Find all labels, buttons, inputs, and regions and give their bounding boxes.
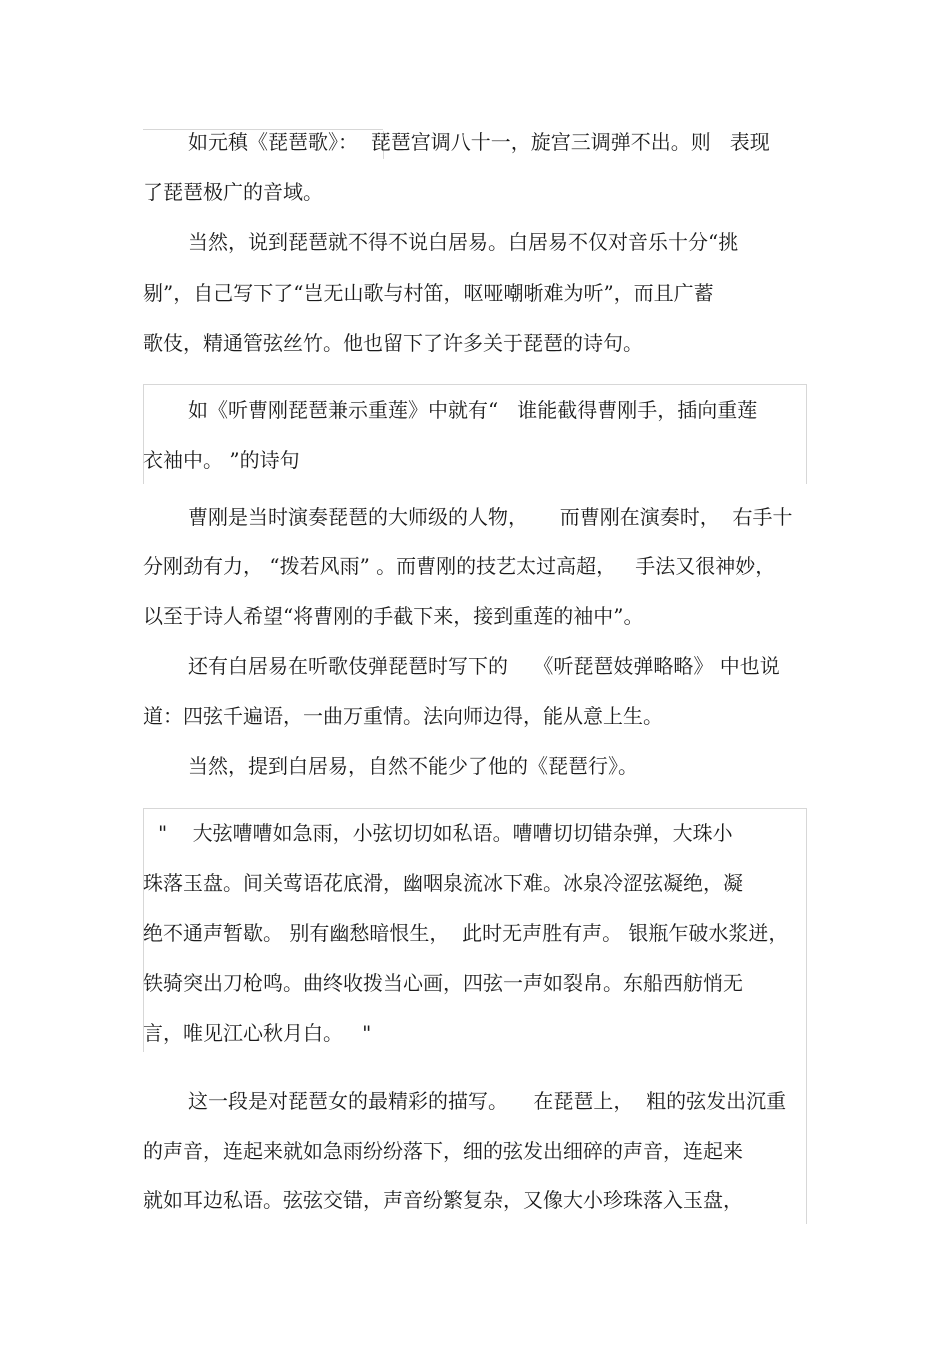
frame-rule bbox=[806, 808, 807, 1224]
text-line: 道：四弦千遍语，一曲万重情。法向师边得，能从意上生。 bbox=[143, 704, 663, 728]
text-line: 如《听曹刚琵琶兼示重莲》中就有“ 谁能截得曹刚手，插向重莲 bbox=[188, 398, 758, 422]
text-line: 这一段是对琵琶女的最精彩的描写。 在琵琶上， 粗的弦发出沉重 bbox=[188, 1089, 787, 1113]
text-line: 分刚劲有力， “拨若风雨” 。而曹刚的技艺太过高超， 手法又很神妙， bbox=[143, 554, 776, 578]
text-line: 就如耳边私语。弦弦交错，声音纷繁复杂，又像大小珍珠落入玉盘， bbox=[143, 1188, 743, 1212]
text-line: 以至于诗人希望“将曹刚的手截下来，接到重莲的袖中”。 bbox=[143, 604, 644, 628]
frame-rule bbox=[143, 808, 807, 809]
frame-rule bbox=[806, 384, 807, 484]
text-line: 如元稹《琵琶歌》： 琵琶宫调八十一，旋宫三调弹不出。则 表现 bbox=[188, 130, 770, 154]
text-line: 的声音，连起来就如急雨纷纷落下，细的弦发出细碎的声音，连起来 bbox=[143, 1139, 743, 1163]
text-line: 衣袖中。 ”的诗句 bbox=[143, 448, 300, 472]
text-line: 铁骑突出刀枪鸣。曲终收拨当心画，四弦一声如裂帛。东船西舫悄无 bbox=[143, 971, 743, 995]
text-line: 言，唯见江心秋月白。 " bbox=[143, 1021, 372, 1045]
text-line: 珠落玉盘。间关莺语花底滑，幽咽泉流冰下难。冰泉冷涩弦凝绝，凝 bbox=[143, 871, 743, 895]
text-line: 还有白居易在听歌伎弹琵琶时写下的 《听琵琶妓弹略略》 中也说 bbox=[188, 654, 780, 678]
text-line: 歌伎，精通管弦丝竹。他也留下了许多关于琵琶的诗句。 bbox=[143, 331, 643, 355]
text-line: 当然，提到白居易，自然不能少了他的《琵琶行》。 bbox=[188, 754, 638, 778]
text-line: 剔”，自己写下了“岂无山歌与村笛，呕哑嘲哳难为听”，而且广蓄 bbox=[143, 281, 714, 305]
text-line: 绝不通声暂歇。 别有幽愁暗恨生， 此时无声胜有声。 银瓶乍破水浆迸， bbox=[143, 921, 789, 945]
text-line: 当然，说到琵琶就不得不说白居易。白居易不仅对音乐十分“挑 bbox=[188, 230, 739, 254]
text-line: 了琵琶极广的音域。 bbox=[143, 180, 323, 204]
frame-rule bbox=[143, 384, 807, 385]
text-line: " 大弦嘈嘈如急雨，小弦切切如私语。嘈嘈切切错杂弹，大珠小 bbox=[158, 821, 733, 845]
text-line: 曹刚是当时演奏琵琶的大师级的人物， 而曹刚在演奏时， 右手十 bbox=[188, 505, 793, 529]
